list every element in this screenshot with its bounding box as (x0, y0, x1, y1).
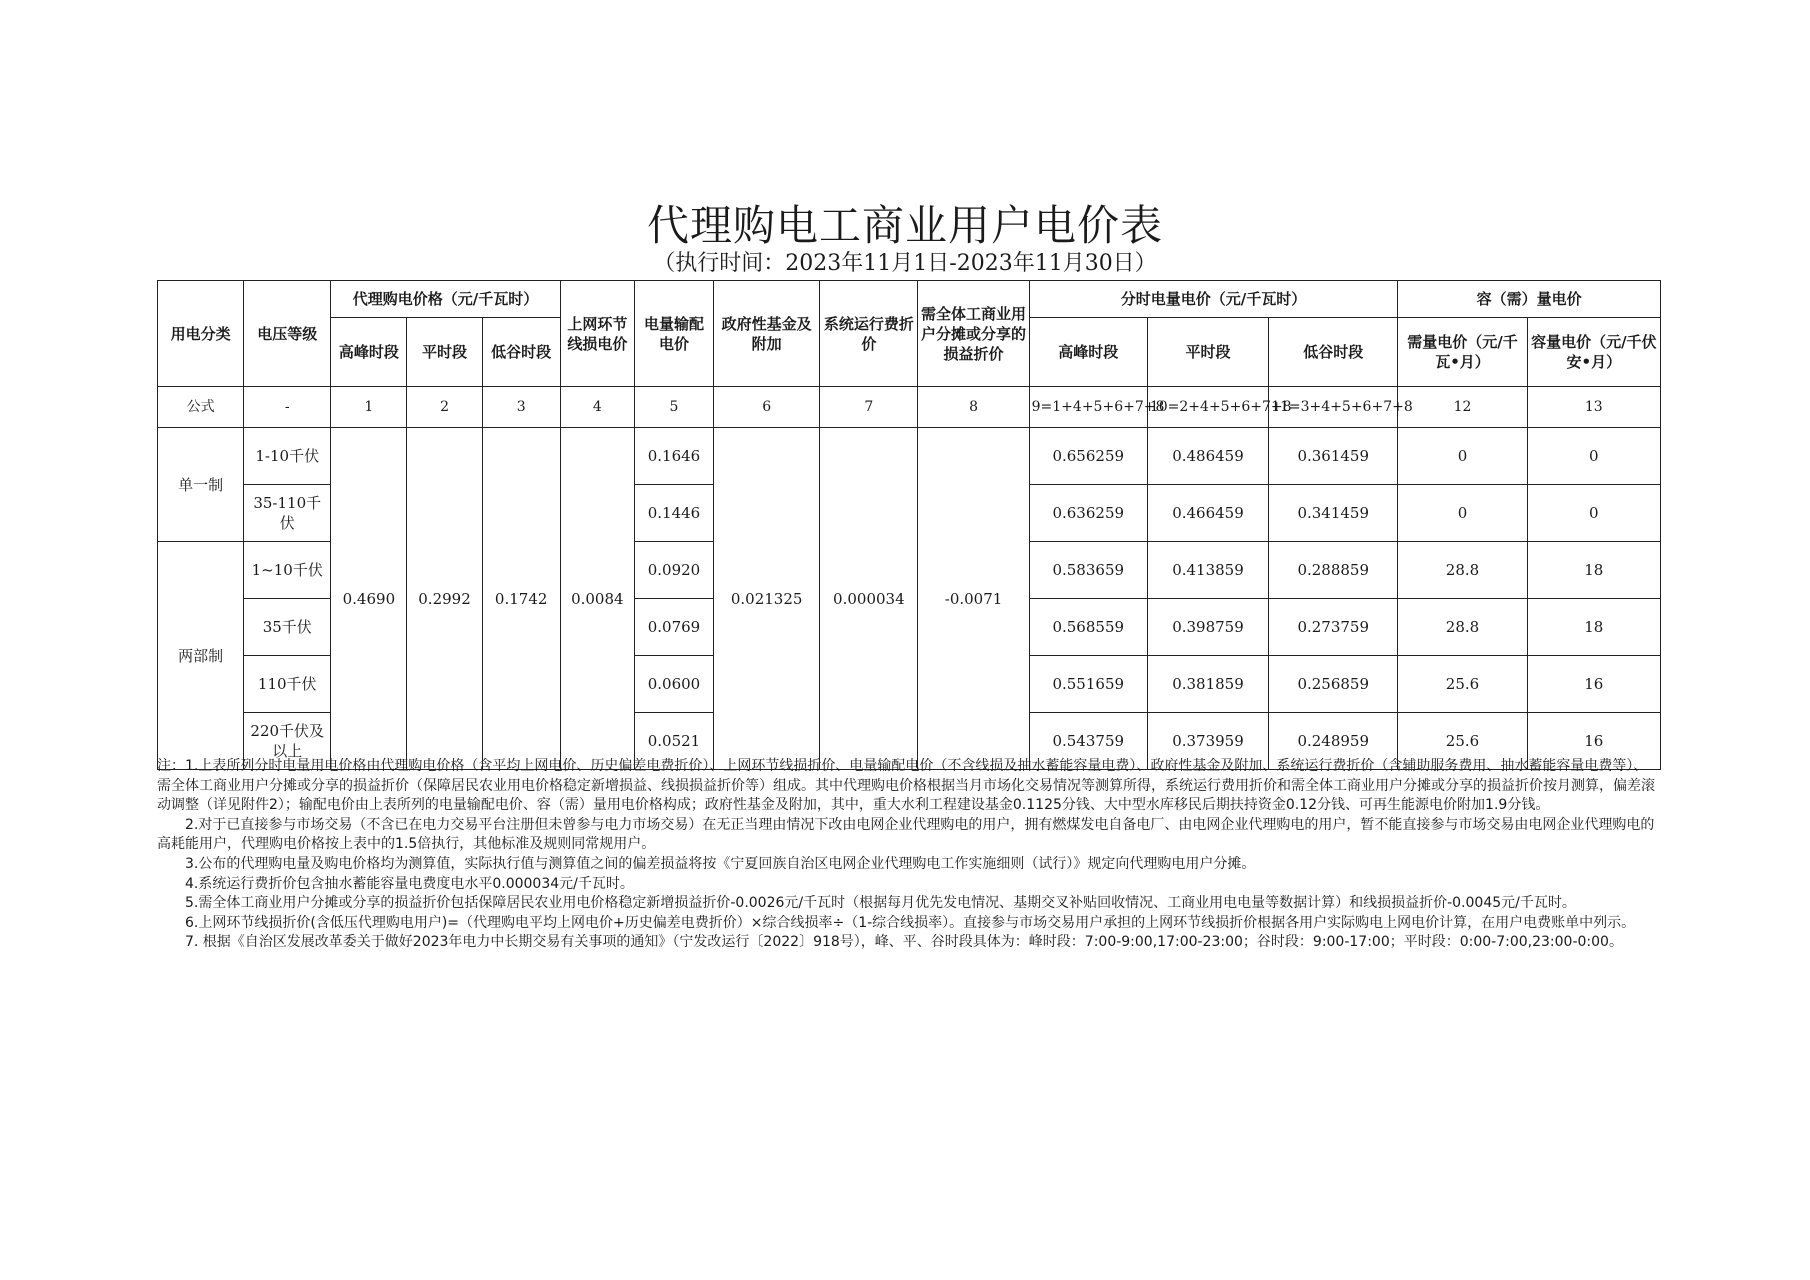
formula-cell: 10=2+4+5+6+7+8 (1147, 387, 1268, 428)
grid-loss-cell: 0.0084 (560, 428, 634, 770)
proxy-valley-cell: 0.1742 (482, 428, 560, 770)
transmission-cell: 0.0769 (634, 599, 713, 656)
voltage-cell: 35-110千伏 (244, 485, 331, 542)
tou-flat-cell: 0.373959 (1147, 713, 1268, 770)
header-capacity: 容（需）量电价 (1398, 281, 1661, 318)
header-grid-loss: 上网环节线损电价 (560, 281, 634, 387)
tou-peak-cell: 0.551659 (1029, 656, 1147, 713)
tou-valley-cell: 0.273759 (1269, 599, 1398, 656)
proxy-flat-cell: 0.2992 (407, 428, 482, 770)
notes-section (157, 757, 1661, 953)
formula-cell: 5 (634, 387, 713, 428)
formula-voltage: - (244, 387, 331, 428)
tou-valley-cell: 0.256859 (1269, 656, 1398, 713)
capacity-cell: 18 (1527, 542, 1660, 599)
header-sys-fee: 系统运行费折价 (820, 281, 918, 387)
tou-peak-cell: 0.656259 (1029, 428, 1147, 485)
voltage-cell: 1-10千伏 (244, 428, 331, 485)
capacity-cell: 0 (1527, 428, 1660, 485)
formula-cell: 8 (918, 387, 1029, 428)
tou-valley-cell: 0.341459 (1269, 485, 1398, 542)
header-tou-flat: 平时段 (1147, 318, 1268, 387)
formula-cell: 3 (482, 387, 560, 428)
transmission-cell: 0.0521 (634, 713, 713, 770)
tou-peak-cell: 0.583659 (1029, 542, 1147, 599)
header-row-1 (158, 281, 1661, 318)
formula-cell: 6 (714, 387, 820, 428)
tou-peak-cell: 0.543759 (1029, 713, 1147, 770)
note-paragraph: 3.公布的代理购电量及购电价格均为测算值，实际执行值与测算值之间的偏差损益将按《宁夏回族自治区电网企业代理购电工作实施细则（试行）》规定向代理购电用户分摊。 (185, 855, 1256, 872)
header-transmission: 电量输配电价 (634, 281, 713, 387)
header-gov-fund: 政府性基金及附加 (714, 281, 820, 387)
header-tou-price: 分时电量电价（元/千瓦时） (1029, 281, 1398, 318)
demand-cell: 25.6 (1398, 713, 1527, 770)
note-paragraph: 7. 根据《自治区发展改革委关于做好2023年电力中长期交易有关事项的通知》（宁发改运行〔2022〕918号），峰、平、谷时段具体为：峰时段：7:00-9:00,17:00-23:00；谷时段：9:00-17:00；平时段：0:00-7:00,23:00-0:00。 (185, 934, 1623, 951)
formula-cell: 2 (407, 387, 482, 428)
header-category: 用电分类 (158, 281, 244, 387)
tou-flat-cell: 0.381859 (1147, 656, 1268, 713)
gov-fund-cell: 0.021325 (714, 428, 820, 770)
formula-label: 公式 (158, 387, 244, 428)
header-valley: 低谷时段 (482, 318, 560, 387)
formula-cell: 13 (1527, 387, 1660, 428)
tou-flat-cell: 0.486459 (1147, 428, 1268, 485)
tou-flat-cell: 0.413859 (1147, 542, 1268, 599)
tou-peak-cell: 0.568559 (1029, 599, 1147, 656)
demand-cell: 28.8 (1398, 599, 1527, 656)
note-paragraph: 5.需全体工商业用户分摊或分享的损益折价包括保障居民农业用电价格稳定新增损益折价-0.0026元/千瓦时（根据每月优先发电情况、基期交叉补贴回收情况、工商业用电电量等数据计算）和线损损益折价-0.0045元/千瓦时。 (185, 895, 1576, 912)
note-paragraph: 4.系统运行费折价包含抽水蓄能容量电费度电水平0.000034元/千瓦时。 (185, 875, 634, 892)
note-paragraph: 注：1.上表所列分时电量用电价格由代理购电价格（含平均上网电价、历史偏差电费折价）、上网环节线损折价、电量输配电价（不含线损及抽水蓄能容量电费）、政府性基金及附加、系统运行费折价（含辅助服务费用、抽水蓄能容量电费等）、需全体工商业用户分摊或分享的损益折价（保障居民农业用电价格稳定新增损益、线损损益折价等）组成。其中代理购电价格根据当月市场化交易情况等测算所得，系统运行费用折价和需全体工商业用户分摊或分享的损益折价按月测算，偏差滚动调整（详见附件2）；输配电价由上表所列的电量输配电价、容（需）量用电价格构成；政府性基金及附加，其中，重大水利工程建设基金0.1125分钱、大中型水库移民后期扶持资金0.12分钱、可再生能源电价附加1.9分钱。 (157, 758, 1655, 814)
voltage-cell: 1~10千伏 (244, 542, 331, 599)
tou-flat-cell: 0.398759 (1147, 599, 1268, 656)
capacity-cell: 18 (1527, 599, 1660, 656)
note-paragraph: 2.对于已直接参与市场交易（不含已在电力交易平台注册但未曾参与电力市场交易）在无正当理由情况下改由电网企业代理购电的用户，拥有燃煤发电自备电厂、由电网企业代理购电的用户，暂不能直接参与市场交易由电网企业代理购电的高耗能用户，代理购电价格按上表中的1.5倍执行，其他标准及规则同常规用户。 (157, 816, 1655, 853)
demand-cell: 28.8 (1398, 542, 1527, 599)
header-voltage: 电压等级 (244, 281, 331, 387)
formula-cell: 9=1+4+5+6+7+8 (1029, 387, 1147, 428)
group-two-part: 两部制 (158, 542, 244, 770)
formula-cell: 11=3+4+5+6+7+8 (1269, 387, 1398, 428)
note-paragraph: 6.上网环节线损折价(含低压代理购电用户)=（代理购电平均上网电价+历史偏差电费折价）×综合线损率÷（1-综合线损率）。直接参与市场交易用户承担的上网环节线损折价根据各用户实际购电上网电价计算，在用户电费账单中列示。 (185, 914, 1636, 931)
formula-cell: 7 (820, 387, 918, 428)
proxy-peak-cell: 0.4690 (331, 428, 407, 770)
transmission-cell: 0.0600 (634, 656, 713, 713)
group-single: 单一制 (158, 428, 244, 542)
demand-cell: 0 (1398, 485, 1527, 542)
header-proxy-price: 代理购电价格（元/千瓦时） (331, 281, 560, 318)
voltage-cell: 35千伏 (244, 599, 331, 656)
voltage-cell: 110千伏 (244, 656, 331, 713)
formula-cell: 1 (331, 387, 407, 428)
voltage-cell: 220千伏及以上 (244, 713, 331, 770)
transmission-cell: 0.1646 (634, 428, 713, 485)
formula-row (158, 387, 1661, 428)
tou-valley-cell: 0.361459 (1269, 428, 1398, 485)
header-demand-price: 需量电价（元/千瓦•月） (1398, 318, 1527, 387)
formula-cell: 4 (560, 387, 634, 428)
demand-cell: 25.6 (1398, 656, 1527, 713)
shared-loss-cell: -0.0071 (918, 428, 1029, 770)
price-table (157, 280, 1661, 770)
transmission-cell: 0.0920 (634, 542, 713, 599)
page-subtitle: （执行时间：2023年11月1日-2023年11月30日） (653, 251, 1157, 276)
capacity-cell: 16 (1527, 656, 1660, 713)
table-row (158, 428, 1661, 485)
page-title: 代理购电工商业用户电价表 (646, 201, 1163, 250)
capacity-cell: 16 (1527, 713, 1660, 770)
transmission-cell: 0.1446 (634, 485, 713, 542)
tou-flat-cell: 0.466459 (1147, 485, 1268, 542)
header-capacity-price: 容量电价（元/千伏安•月） (1527, 318, 1660, 387)
capacity-cell: 0 (1527, 485, 1660, 542)
header-shared-loss: 需全体工商业用户分摊或分享的损益折价 (918, 281, 1029, 387)
sys-fee-cell: 0.000034 (820, 428, 918, 770)
tou-valley-cell: 0.288859 (1269, 542, 1398, 599)
demand-cell: 0 (1398, 428, 1527, 485)
tou-valley-cell: 0.248959 (1269, 713, 1398, 770)
tou-peak-cell: 0.636259 (1029, 485, 1147, 542)
header-tou-valley: 低谷时段 (1269, 318, 1398, 387)
header-tou-peak: 高峰时段 (1029, 318, 1147, 387)
header-flat: 平时段 (407, 318, 482, 387)
header-peak: 高峰时段 (331, 318, 407, 387)
formula-cell: 12 (1398, 387, 1527, 428)
